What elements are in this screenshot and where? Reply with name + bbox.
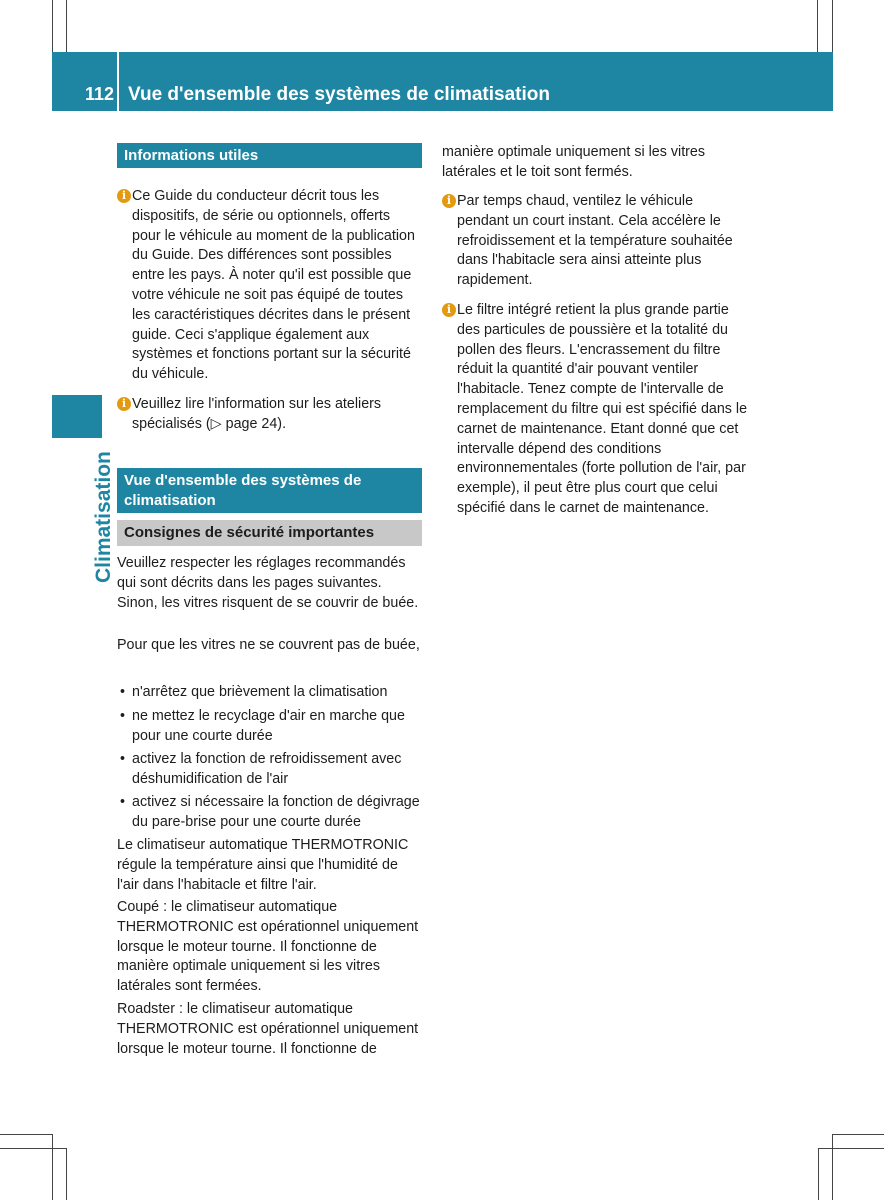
bullet-item: • activez si nécessaire la fonction de dégivrage du pare-brise pour une courte durée [117, 793, 422, 833]
info-icon: i [117, 397, 131, 411]
info-icon: i [117, 189, 131, 203]
info-note-text: Veuillez lire l'information sur les ateliers spécialisés (▷ page 24). [132, 396, 382, 432]
info-note-text: Le filtre intégré retient la plus grande partie des particules de poussière et la totalité du pollen des fleurs. L'encrassement du filtre réduit la quantité d'air pouvant ventiler l'habitacle. Tenez compte de l'intervalle de remplacement du filtre qui est spécifié dans le carnet de maintenance. Etant donné que cet intervalle dépend des conditions environnementales (forte pollution de l'air, par exemple), il peut être plus court que celui spécifié dans le carnet de maintenance. [457, 302, 748, 516]
paragraph: Pour que les vitres ne se couvrent pas de buée, [117, 637, 420, 653]
crop-mark [0, 1134, 52, 1135]
section-heading-informations-utiles: Informations utiles [117, 143, 422, 168]
bullet-item: • ne mettez le recyclage d'air en marche que pour une courte durée [117, 707, 422, 747]
paragraph: Veuillez respecter les réglages recommandés qui sont décrits dans les pages suivantes. Sinon, les vitres risquent de se couvrir de buée. [117, 555, 419, 611]
bullet-item: • activez la fonction de refroidissement avec déshumidification de l'air [117, 750, 422, 790]
crop-mark [0, 1148, 66, 1149]
info-note [442, 301, 748, 519]
page-title: Vue d'ensemble des systèmes de climatisation [128, 84, 550, 105]
info-note [442, 192, 748, 291]
paragraph: Coupé : le climatiseur automatique THERMOTRONIC est opérationnel uniquement lorsque le moteur tourne. Il fonctionne de manière optimale uniquement si les vitres latérales sont fermées. [117, 899, 419, 995]
subsection-heading-consignes: Consignes de sécurité importantes [117, 520, 422, 546]
info-note [117, 187, 422, 385]
paragraph: manière optimale uniquement si les vitres latérales et le toit sont fermés. [442, 144, 706, 180]
crop-mark [818, 1148, 819, 1200]
info-icon: i [442, 303, 456, 317]
crop-mark [66, 0, 67, 52]
crop-mark [832, 1134, 833, 1200]
crop-mark [832, 1134, 884, 1135]
info-icon: i [442, 194, 456, 208]
paragraph: Roadster : le climatiseur automatique THERMOTRONIC est opérationnel uniquement lorsque le moteur tourne. Il fonctionne de [117, 1001, 419, 1057]
crop-mark [66, 1148, 67, 1200]
info-note-text: Par temps chaud, ventilez le véhicule pendant un court instant. Cela accélère le refroidissement et la température souhaitée dans l'habitacle sera ainsi atteinte plus rapidement. [457, 193, 733, 289]
paragraph: Le climatiseur automatique THERMOTRONIC régule la température ainsi que l'humidité de l'air dans l'habitacle et filtre l'air. [117, 837, 409, 893]
crop-mark [832, 0, 833, 52]
crop-mark [817, 0, 818, 52]
crop-mark [52, 0, 53, 52]
header-divider [117, 52, 119, 111]
crop-mark [818, 1148, 884, 1149]
section-heading-vue-ensemble: Vue d'ensemble des systèmes de climatisation [117, 468, 422, 513]
side-chapter-label: Climatisation [92, 451, 115, 583]
side-tab [52, 395, 102, 438]
info-note [117, 395, 422, 435]
crop-mark [52, 1134, 53, 1200]
bullet-item: • n'arrêtez que brièvement la climatisation [117, 683, 422, 703]
page-number: 112 [84, 84, 114, 104]
info-note-text: Ce Guide du conducteur décrit tous les dispositifs, de série ou optionnels, offerts pour le véhicule au moment de la publication du Guide. Des différences sont possibles entre les pays. À noter qu'il est possible que votre véhicule ne soit pas équipé de toutes les caractéristiques décrites dans le présent guide. Ceci s'applique également aux systèmes et fonctions portant sur la sécurité du véhicule. [132, 188, 415, 383]
